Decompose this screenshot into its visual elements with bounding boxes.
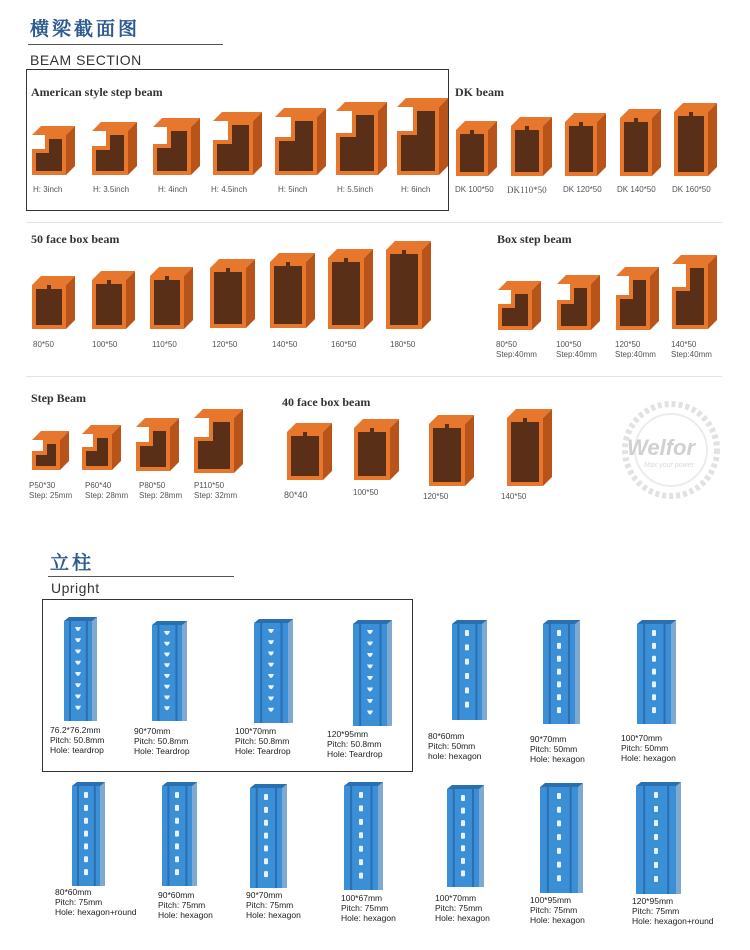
beam-caption: 110*50 <box>152 340 177 349</box>
beam-caption: DK 160*50 <box>672 185 711 194</box>
beam-profile-icon <box>270 253 317 330</box>
upright-pitch: Pitch: 50.8mm <box>327 739 382 749</box>
beam-profile-icon <box>507 409 554 488</box>
beam-profile-icon <box>557 275 602 332</box>
upright-profile-icon <box>637 620 677 724</box>
upright-caption <box>621 733 676 763</box>
upright-caption <box>235 726 291 756</box>
beam-profile-icon <box>674 103 719 178</box>
upright-size: 100*67mm <box>341 893 383 903</box>
beam-profile-icon <box>32 431 71 472</box>
beam-profile-icon <box>565 113 608 178</box>
upright-hole: Hole: Teardrop <box>327 749 383 759</box>
beam-caption: 80*40 <box>284 490 308 500</box>
upright-size: 76.2*76.2mm <box>50 725 101 735</box>
upright-pitch: Pitch: 75mm <box>55 897 103 907</box>
beam-caption: 140*50 <box>272 340 298 349</box>
beam-caption: 120*50 <box>423 492 449 501</box>
beam-profile-icon <box>397 98 450 177</box>
beam-profile-icon <box>386 241 433 331</box>
upright-hole: Hole: hexagon <box>530 915 585 925</box>
beam-caption: 100*50 <box>92 340 118 349</box>
beam-caption <box>194 481 237 501</box>
upright-caption <box>134 726 190 756</box>
upright-caption <box>55 887 137 917</box>
beam-profile-icon <box>672 255 719 331</box>
upright-hole: Hole: Teardrop <box>235 746 291 756</box>
beam-profile-icon <box>511 117 554 178</box>
beam-profile-icon <box>328 249 375 331</box>
upright-profile-icon <box>250 784 288 888</box>
beam-profile-icon <box>354 419 401 482</box>
beam-profile-icon <box>92 271 137 331</box>
upright-size: 100*95mm <box>530 895 572 905</box>
upright-size: 100*70mm <box>435 893 477 903</box>
beam-caption: H: 3.5inch <box>93 185 130 194</box>
beam-caption: DK 100*50 <box>455 185 494 194</box>
upright-hole: Hole: hexagon <box>530 754 585 764</box>
beam-size: 120*50 <box>615 340 641 349</box>
beam-size: P50*30 <box>29 481 56 490</box>
beam-profile-icon <box>194 409 245 475</box>
group-title-dk-beam: DK beam <box>455 85 504 99</box>
beam-caption: H: 3inch <box>33 185 63 194</box>
beam-profile-icon <box>213 112 264 177</box>
upright-profile-icon <box>152 621 188 721</box>
beam-caption: DK110*50 <box>507 185 547 195</box>
upright-hole: Hole: hexagon <box>158 910 213 920</box>
upright-size: 90*70mm <box>530 734 567 744</box>
upright-pitch: Pitch: 50mm <box>621 743 669 753</box>
upright-size: 90*70mm <box>134 726 171 736</box>
welfor-watermark <box>614 395 729 505</box>
beam-profile-icon <box>210 259 257 330</box>
beam-profile-icon <box>92 122 139 177</box>
upright-profile-icon <box>636 782 682 894</box>
beam-caption: 160*50 <box>331 340 357 349</box>
group-title-box-step-beam: Box step beam <box>497 232 572 246</box>
beam-caption: 180*50 <box>390 340 416 349</box>
beam-profile-icon <box>498 281 543 332</box>
group-title-50-face-box-beam: 50 face box beam <box>31 232 120 246</box>
beam-profile-icon <box>336 102 389 177</box>
upright-hole: Hole: hexagon+round <box>632 916 714 926</box>
upright-profile-icon <box>353 620 393 726</box>
beam-caption: H: 4.5inch <box>211 185 248 194</box>
upright-caption <box>341 893 396 923</box>
upright-hole: Hole: hexagon <box>621 753 676 763</box>
beam-size: P80*50 <box>139 481 166 490</box>
upright-size: 100*70mm <box>235 726 277 736</box>
beam-caption <box>29 481 72 501</box>
upright-pitch: Pitch: 50.8mm <box>134 736 189 746</box>
upright-profile-icon <box>543 620 581 724</box>
upright-profile-icon <box>254 619 294 723</box>
beam-caption: H: 5.5inch <box>337 185 374 194</box>
upright-pitch: Pitch: 75mm <box>632 906 680 916</box>
upright-pitch: Pitch: 50.8mm <box>50 735 105 745</box>
beam-caption: 140*50 <box>501 492 527 501</box>
upright-pitch: Pitch: 75mm <box>246 900 294 910</box>
upright-hole: Hole: hexagon+round <box>55 907 137 917</box>
upright-pitch: Pitch: 75mm <box>435 903 483 913</box>
beam-caption <box>556 340 597 360</box>
upright-size: 100*70mm <box>621 733 663 743</box>
upright-pitch: Pitch: 75mm <box>530 905 578 915</box>
beam-caption <box>615 340 656 360</box>
upright-profile-icon <box>344 782 384 890</box>
group-title-american-style-step-beam: American style step beam <box>31 85 163 99</box>
upright-caption <box>632 896 714 926</box>
upright-hole: Hole: Teardrop <box>134 746 190 756</box>
upright-size: 120*95mm <box>327 729 369 739</box>
upright-title-en: Upright <box>51 580 100 596</box>
upright-size: 80*60mm <box>428 731 465 741</box>
group-title-step-beam: Step Beam <box>31 391 86 405</box>
group-title-40-face-box-beam: 40 face box beam <box>282 395 371 409</box>
upright-underline <box>48 576 234 577</box>
beam-caption <box>671 340 712 360</box>
upright-profile-icon <box>162 782 198 886</box>
upright-caption <box>428 731 481 761</box>
beam-profile-icon <box>150 267 195 331</box>
beam-caption: DK 140*50 <box>617 185 656 194</box>
beam-profile-icon <box>136 418 181 473</box>
upright-size: 90*70mm <box>246 890 283 900</box>
beam-size: 80*50 <box>496 340 517 349</box>
upright-caption <box>530 734 585 764</box>
beam-caption: H: 6inch <box>401 185 431 194</box>
beam-size: P60*40 <box>85 481 112 490</box>
beam-size: 140*50 <box>671 340 697 349</box>
beam-caption: H: 5inch <box>278 185 308 194</box>
upright-profile-icon <box>540 783 584 893</box>
upright-hole: hole: hexagon <box>428 751 482 761</box>
beam-step: Step:40mm <box>556 350 597 359</box>
beam-section-underline <box>28 44 223 45</box>
upright-pitch: Pitch: 75mm <box>158 900 206 910</box>
beam-profile-icon <box>456 121 499 178</box>
upright-size: 80*60mm <box>55 887 92 897</box>
beam-section-title-en: BEAM SECTION <box>30 52 142 68</box>
beam-section-title-cn: 横梁截面图 <box>30 18 141 40</box>
beam-caption: 120*50 <box>212 340 238 349</box>
beam-profile-icon <box>620 109 663 178</box>
beam-step: Step: 25mm <box>29 491 73 500</box>
beam-size: 100*50 <box>556 340 582 349</box>
section-divider <box>26 222 722 223</box>
beam-profile-icon <box>82 425 123 472</box>
upright-caption <box>158 890 213 920</box>
beam-caption <box>139 481 182 501</box>
beam-step: Step: 32mm <box>194 491 238 500</box>
beam-caption: 100*50 <box>353 488 379 497</box>
upright-pitch: Pitch: 50.8mm <box>235 736 290 746</box>
beam-profile-icon <box>429 415 476 488</box>
upright-hole: Hole: hexagon <box>435 913 490 923</box>
beam-profile-icon <box>275 108 328 177</box>
beam-profile-icon <box>287 423 334 482</box>
upright-profile-icon <box>64 617 98 721</box>
upright-caption <box>50 725 104 755</box>
upright-pitch: Pitch: 50mm <box>428 741 476 751</box>
beam-caption: 80*50 <box>33 340 54 349</box>
beam-size: P110*50 <box>194 481 225 490</box>
watermark-tagline: Max your power <box>644 462 694 469</box>
upright-pitch: Pitch: 50mm <box>530 744 578 754</box>
upright-hole: Hole: teardrop <box>50 745 104 755</box>
beam-profile-icon <box>616 267 661 332</box>
upright-profile-icon <box>72 782 106 886</box>
beam-step: Step: 28mm <box>139 491 183 500</box>
beam-step: Step:40mm <box>615 350 656 359</box>
beam-step: Step:40mm <box>496 350 537 359</box>
upright-hole: Hole: hexagon <box>341 913 396 923</box>
upright-profile-icon <box>452 620 488 720</box>
upright-profile-icon <box>447 785 485 887</box>
upright-caption <box>246 890 301 920</box>
beam-caption <box>85 481 128 501</box>
beam-step: Step: 28mm <box>85 491 129 500</box>
section-divider <box>26 376 722 377</box>
beam-step: Step:40mm <box>671 350 712 359</box>
watermark-brand: Welfor <box>627 435 696 460</box>
beam-caption: DK 120*50 <box>563 185 602 194</box>
upright-caption <box>327 729 383 759</box>
upright-pitch: Pitch: 75mm <box>341 903 389 913</box>
upright-caption <box>530 895 585 925</box>
beam-profile-icon <box>153 118 202 177</box>
upright-title-cn: 立柱 <box>50 552 95 574</box>
upright-size: 120*95mm <box>632 896 674 906</box>
beam-profile-icon <box>32 276 77 331</box>
beam-profile-icon <box>32 126 77 177</box>
upright-hole: Hole: hexagon <box>246 910 301 920</box>
beam-caption <box>496 340 537 360</box>
beam-caption: H: 4inch <box>158 185 188 194</box>
upright-size: 90*60mm <box>158 890 195 900</box>
upright-caption <box>435 893 490 923</box>
